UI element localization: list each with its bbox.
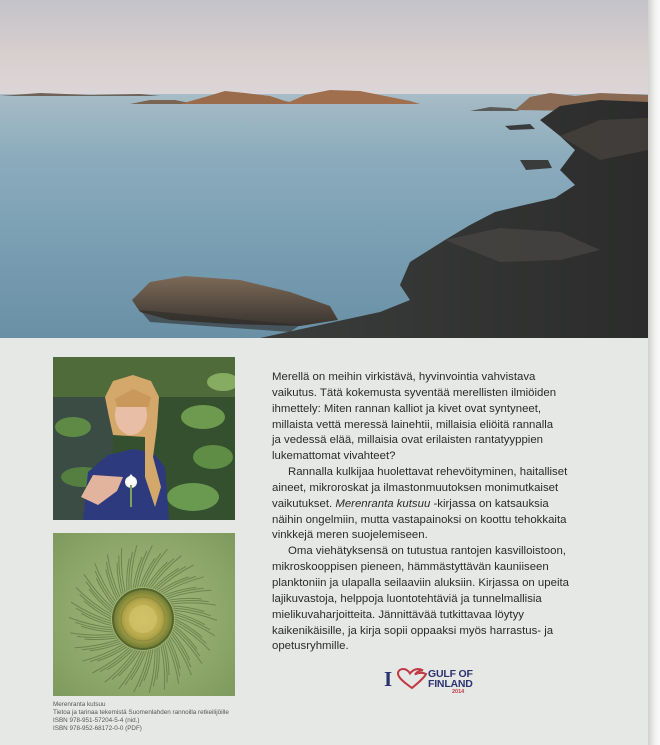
text-line: ja vedessä elää, millaisia ovat erilaisten rantatyyppien [272, 434, 543, 447]
caption-line: ISBN 978-951-57204-5-4 (nid.) [53, 717, 140, 724]
caption-line: Tietoa ja tarinaa tekemistä Suomenlahden rannoilla retkeilijöille [53, 709, 229, 716]
book-colophon [53, 701, 303, 733]
back-cover-blurb [272, 370, 632, 655]
text-line: aineet, mikroroskat ja ilmastonmuutoksen monimutkaiset [272, 481, 559, 494]
logo-line-2: FINLAND [428, 678, 473, 690]
book-title-italic: Merenranta kutsuu [335, 497, 431, 510]
text-fragment: -kirjassa on katsauksia [430, 497, 549, 510]
paragraph-1 [272, 370, 632, 465]
text-line: lajikuvastoja, helppoja luontotehtäviä ja tunnelmallisia [272, 592, 542, 605]
logo-line-1: GULF OF [428, 668, 473, 680]
caption-line: ISBN 978-952-68172-0-0 (PDF) [53, 725, 142, 732]
text-line: opetusryhmille. [272, 640, 349, 653]
text-line: vaikutus. Tätä kokemusta syventää merellisten ilmiöiden [272, 386, 557, 399]
text-line: Merellä on meihin virkistävä, hyvinvointia vahvistava [272, 371, 536, 383]
text-line: näihin ongelmiin, mutta vastapainoksi on koottu tehokkaita [272, 513, 567, 526]
text-line: planktoniin ja ulapalla seilaaviin aluksiin. Kirjassa on upeita [272, 576, 569, 589]
caption-line: Merenranta kutsuu [53, 701, 106, 708]
archipelago-landscape-photo [0, 0, 648, 338]
girl-with-water-lily-photo [53, 357, 235, 520]
text-line: mikroskooppisen pieneen, hämmästyttävän kauniiseen [272, 561, 549, 574]
logo-year: 2014 [452, 689, 465, 695]
heart-wave-icon [396, 668, 428, 690]
text-line: Oma viehätyksensä on tutustua rantojen kasvilloistoon, [288, 545, 566, 558]
text-line: lukemattomat vivahteet? [272, 450, 396, 463]
plankton-micrograph-photo [53, 533, 235, 696]
text-line: millaista vettä meressä lainehtii, millaisia eliöitä rannalla [272, 418, 554, 431]
text-line: Rannalla kulkijaa huolettavat rehevöityminen, haitalliset [288, 466, 568, 479]
paragraph-3 [272, 544, 632, 655]
i-love-gulf-of-finland-logo [384, 664, 504, 696]
text-line [272, 497, 632, 513]
paragraph-2 [272, 465, 632, 544]
text-line: kaikenikäisille, ja kirja sopii oppaaksi myös harrastus- ja [272, 624, 554, 637]
text-line: mielikuvaharjoitteita. Jännittävää tutkittavaa löytyy [272, 608, 524, 621]
logo-letter-i: I [384, 667, 393, 691]
book-spine-edge [648, 0, 660, 745]
text-fragment: vaikutukset. [272, 497, 333, 510]
text-line: vinkkejä meren suojelemiseen. [272, 529, 428, 542]
text-line: ihmettely: Miten rannan kalliot ja kivet ovat syntyneet, [272, 402, 542, 415]
